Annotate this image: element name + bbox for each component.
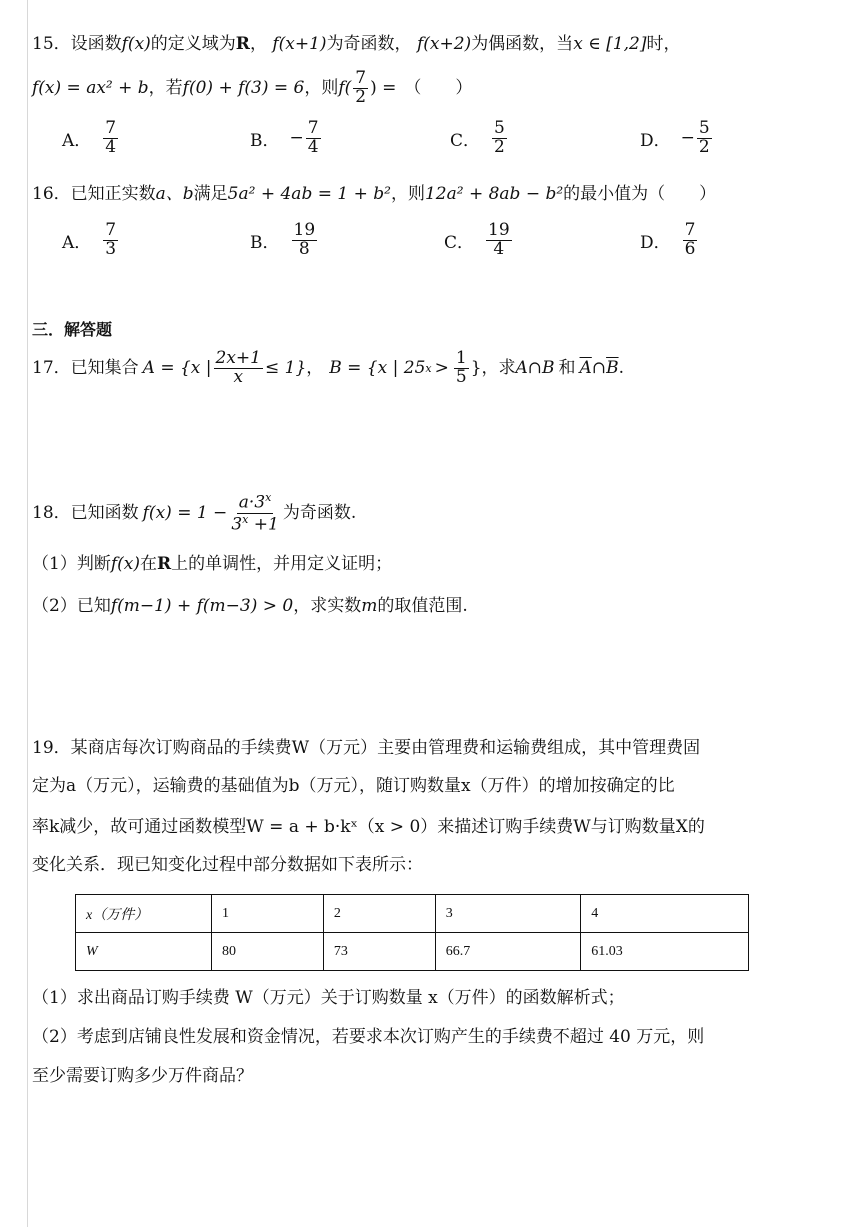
q16-option-b[interactable]: B． $\frac{19}{8}$ [250,220,316,259]
q19-line2: 定为a（万元），运输费的基础值为b（万元），随订购数量x（万件）的增加按确定的比 [32,776,675,796]
table-cell: 66.7 [435,933,580,971]
q17-line: 17． 已知集合 A = {x | $\frac{2x+1}{x}$ ≤ 1} ， B = {x | 25 x > $\frac{1}{5}$ } ，求 A∩B 和 $\overline{A}$ ∩ $\overline{B}$ . [32,348,624,387]
q17-a-fraction: $\frac{2x+1}{x}$ [215,348,261,387]
table-cell: x（万件） [76,895,212,933]
q16-option-d[interactable]: D． $\frac{7}{6}$ [640,220,696,259]
q19-line4: 变化关系．现已知变化过程中部分数据如下表所示： [32,855,423,875]
table-row [76,933,749,971]
q19-part2-line1: （2）考虑到店铺良性发展和资金情况，若要求本次订购产生的手续费不超过 40 万元，则 [32,1027,705,1047]
section-title: 三．解答题 [32,320,113,339]
q18-part1: （1）判断f(x)在R上的单调性，并用定义证明； [32,554,393,574]
table-cell: 1 [212,895,324,933]
table-header-row [76,895,749,933]
q19-line3: 率k减少，故可通过函数模型W = a + b·kˣ（x > 0）来描述订购手续费W与订购数量X的 [32,817,705,837]
table-cell: 61.03 [581,933,749,971]
q15-option-b[interactable]: B． − $\frac{7}{4}$ [250,118,319,157]
q19-part1: （1）求出商品订购手续费 W（万元）关于订购数量 x（万件）的函数解析式； [32,988,625,1008]
q15-ask-fraction: $\frac{7}{2}$ [355,68,367,107]
q15-line1: 15．设函数f(x)的定义域为R， f(x+1)为奇函数， f(x+2)为偶函数，当x ∈ [1,2]时， [32,34,681,54]
q19-part2-line2: 至少需要订购多少万件商品？ [32,1066,253,1086]
q17-b-fraction: $\frac{1}{5}$ [455,348,467,387]
q18-line1: 18． 已知函数 f(x) = 1 − $\frac{a\cdot 3^x}{3^x +1}$ 为奇函数. [32,491,357,535]
q15-option-c[interactable]: C． $\frac{5}{2}$ [450,118,505,157]
q16-option-c[interactable]: C． $\frac{19}{4}$ [444,220,510,259]
table-cell: 3 [435,895,580,933]
q18-part2: （2）已知f(m−1) + f(m−3) > 0，求实数m的取值范围. [32,596,468,616]
q19-line1: 19．某商店每次订购商品的手续费W（万元）主要由管理费和运输费组成，其中管理费固 [32,738,701,758]
table-cell: 80 [212,933,324,971]
page-margin-rule [27,0,28,1227]
table-cell: 2 [323,895,435,933]
q18-fraction: $\frac{a\cdot 3^x}{3^x +1}$ [231,491,279,535]
table-cell: W [76,933,212,971]
q16-line1: 16．已知正实数a、b满足5a² + 4ab = 1 + b²，则12a² + 8ab − b²的最小值为（ ） [32,184,717,204]
q16-option-a[interactable]: A． $\frac{7}{3}$ [62,220,117,259]
q15-option-d[interactable]: D． − $\frac{5}{2}$ [640,118,710,157]
q15-option-a[interactable]: A． $\frac{7}{4}$ [62,118,117,157]
q19-data-table [75,894,749,971]
table-cell: 73 [323,933,435,971]
q15-line2: f(x) = ax² + b ，若 f(0) + f(3) = 6 ，则 f( $\frac{7}{2}$ ) = （ ） [32,68,473,107]
table-cell: 4 [581,895,749,933]
